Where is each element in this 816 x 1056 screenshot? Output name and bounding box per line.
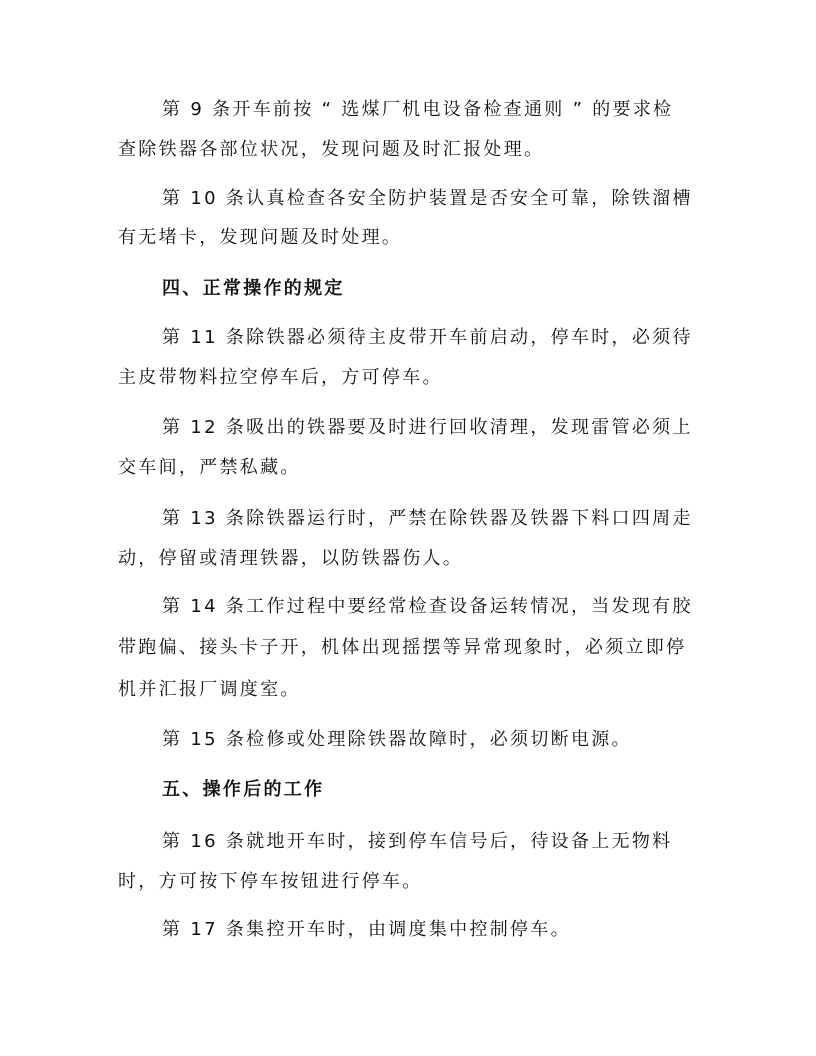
paragraph-line: 第 15 条检修或处理除铁器故障时，必须切断电源。 bbox=[162, 729, 632, 750]
paragraph-line: 第 10 条认真检查各安全防护装置是否安全可靠，除铁溜槽 bbox=[162, 188, 693, 209]
paragraph-line: 机并汇报厂调度室。 bbox=[118, 679, 301, 700]
paragraph-line: 查除铁器各部位状况，发现问题及时汇报处理。 bbox=[118, 139, 545, 160]
paragraph-line: 第 12 条吸出的铁器要及时进行回收清理，发现雷管必须上 bbox=[162, 417, 693, 438]
paragraph-line: 时，方可按下停车按钮进行停车。 bbox=[118, 871, 423, 892]
paragraph-line: 第 11 条除铁器必须待主皮带开车前启动，停车时，必须待 bbox=[162, 327, 693, 348]
paragraph-line: 动，停留或清理铁器，以防铁器伤人。 bbox=[118, 548, 464, 569]
paragraph-line: 有无堵卡，发现问题及时处理。 bbox=[118, 227, 403, 248]
paragraph-line: 带跑偏、接头卡子开，机体出现摇摆等异常现象时，必须立即停 bbox=[118, 637, 687, 658]
paragraph-line: 第 14 条工作过程中要经常检查设备运转情况，当发现有胶 bbox=[162, 596, 693, 617]
section-heading: 四、正常操作的规定 bbox=[162, 278, 345, 299]
paragraph-line: 第 13 条除铁器运行时，严禁在除铁器及铁器下料口四周走 bbox=[162, 508, 693, 529]
paragraph-line: 第 16 条就地开车时，接到停车信号后，待设备上无物料 bbox=[162, 831, 673, 852]
paragraph-line: 第 9 条开车前按 “ 选煤厂机电设备检查通则 ” 的要求检 bbox=[162, 99, 674, 120]
paragraph-line: 第 17 条集控开车时，由调度集中控制停车。 bbox=[162, 919, 571, 940]
paragraph-line: 主皮带物料拉空停车后，方可停车。 bbox=[118, 367, 443, 388]
section-heading: 五、操作后的工作 bbox=[162, 779, 325, 800]
paragraph-line: 交车间，严禁私藏。 bbox=[118, 457, 301, 478]
